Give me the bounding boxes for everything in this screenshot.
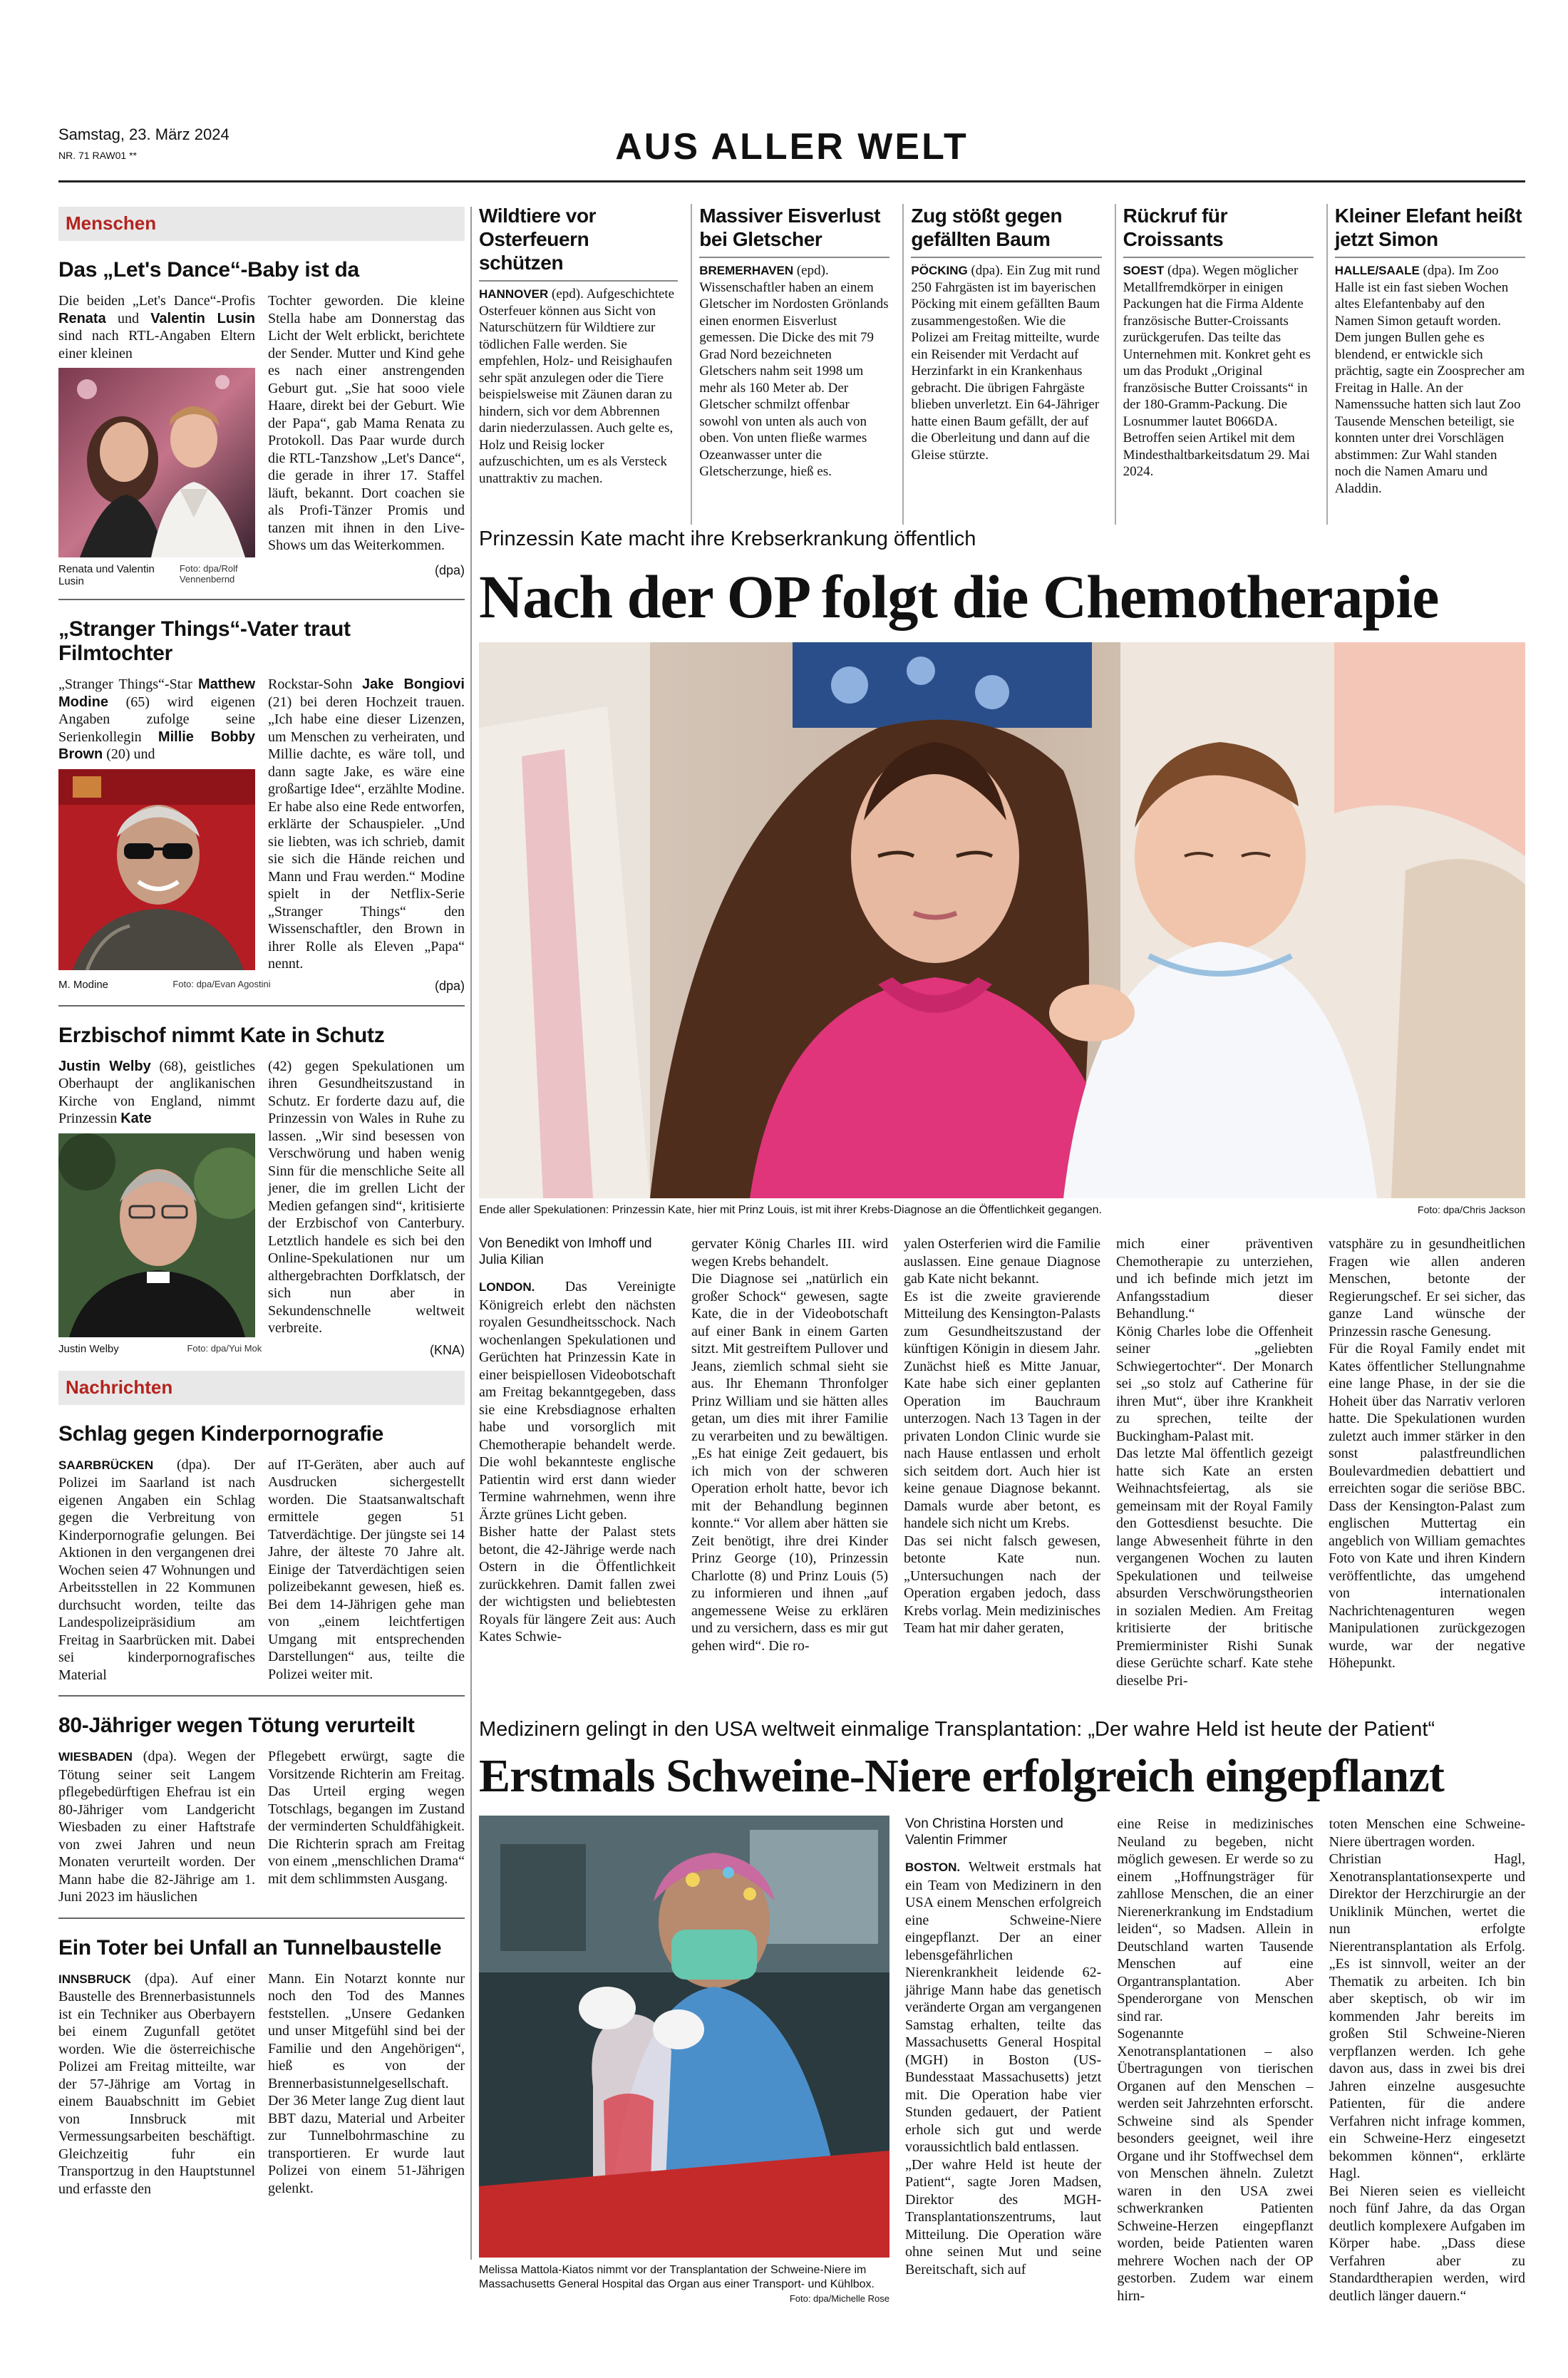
rubric-nachrichten: Nachrichten xyxy=(58,1371,465,1405)
article-text: eine Reise in medizinisches Neuland zu begeben, nicht möglich gewesen. Er werde so zu einem „Hoffnungsträger für zahllose Menschen, die an einer Nierenerkrankung im Endstadium leiden“, so Madsen. Allein in Deutschland warten Tausende Menschen auf eine Organtransplantation. Aber Spenderorgane von Menschen sind rar. Sogenannte Xenotransplantationen – also Übertragungen von tierischen Organen auf den Menschen – werden seit Jahrzehnten erforscht. Schweine sind als Spender besonders geeignet, weil ihre Organe und ihr Stoffwechsel dem von Menschen ähneln. Zuletzt waren in den USA zwei schwerkranken Patienten Schweine-Herzen eingepflanzt worden, beide Patienten waren mehrere Wochen nach der OP gestorben. Zudem war einem hirn- xyxy=(1117,1816,1314,2304)
brief-headline: Kleiner Elefant heißt jetzt Simon xyxy=(1335,204,1525,258)
brief-text: PÖCKING (dpa). Ein Zug mit rund 250 Fahrgästen ist im bayerischen Pöcking mit einem gefällten Baum zusammengestoßen. Wie die Polizei am Freitag mitteilte, wurde ein Reisender mit Verdacht auf Herzinfarkt in ein Krankenhaus gebracht. Die übrigen Fahrgäste blieben unverletzt. Ein 64-Jähriger hatte einen Baum gefällt, der auf die Oberleitung und dann auf die Gleise stürzte. xyxy=(911,263,1100,463)
article-text: (42) gegen Spekulationen um ihren Gesundheitszustand in Schutz. Er forderte dazu auf, die Prinzessin von Wales in Ruhe zu lassen. „Wir sind besessen von Verschwörung und haben wenig Sinn für die menschliche Seite all jener, die im grellen Licht der Medien gefangen sind“, kritisierte der Erzbischof von Canterbury. Letztlich handele es sich bei den Online-Spekulationen nur um althergebrachten Dorfklatsch, der sich nun aber in Sekundenschnelle weltweit verbreite. xyxy=(268,1058,465,1336)
article-text: vatsphäre zu in gesundheitlichen Fragen wie allen anderen Menschen, betonte der Regierungschef. Er sei sicher, das ganze Land wünsche der Prinzessin rasche Genesung. Für die Royal Family endet mit Kates öffentlicher Stellungnahme eine lange Phase, in der sie die Hoheit über das Narrativ verloren hatte. Die Spekulationen wurden zuletzt auch immer stärker in den sonst palastfreundlichen Boulevardmedien debattiert und erreichten sogar die seriöse BBC. Dass der Kensington-Palast zum englischen Muttertag ein angeblich von William gemachtes Foto von Kate und ihren Kindern veröffentlichte, das umgehend von internationalen Nachrichtenagenturen wegen Manipulationen zurückgezogen wurde, war der negative Höhepunkt. xyxy=(1329,1236,1525,1671)
brief-elefant xyxy=(1326,204,1525,525)
article-headline: Schlag gegen Kinderpornografie xyxy=(58,1421,384,1446)
photo-credit: Foto: dpa/Yui Mok xyxy=(187,1342,262,1354)
brief-gletscher xyxy=(691,204,889,525)
photo-modine xyxy=(58,769,255,970)
section-title: AUS ALLER WELT xyxy=(615,126,969,168)
article-kicker: Prinzessin Kate macht ihre Krebserkrankung öffentlich xyxy=(479,527,976,550)
byline: Von Christina Horsten und Valentin Frimmer xyxy=(905,1816,1063,1848)
article-text: Justin Welby (68), geistliches Oberhaupt der anglikanischen Kirche von England, nimmt Prinzessin Kate xyxy=(58,1058,255,1126)
article-headline: Erstmals Schweine-Niere erfolgreich eingepflanzt xyxy=(479,1750,1445,1802)
column-divider xyxy=(470,207,472,2260)
brief-croissants xyxy=(1115,204,1314,525)
brief-zug xyxy=(902,204,1101,525)
brief-text: HALLE/SAALE (dpa). Im Zoo Halle ist ein fast sieben Wochen altes Elefantenbaby auf den Namen Simon getauft worden. Dem jungen Bullen gehe es blendend, er entwickle sich prächtig, sagte ein Zoosprecher am Freitag in Halle. An der Namenssuche hatten sich laut Zoo Tausende Menschen beteiligt, sie konnten unter drei Vorschlägen abstimmen: Zur Wahl standen noch die Namen Amaru und Aladdin. xyxy=(1334,263,1525,496)
article-letsdance xyxy=(58,258,465,600)
photo-credit: Foto: dpa/Rolf Vennenbernd xyxy=(179,563,238,585)
article-text: „Stranger Things“-Star Matthew Modine (65) wird eigenen Angaben zufolge seine Serienkollegin Millie Bobby Brown (20) und xyxy=(58,676,255,762)
article-headline: „Stranger Things“-Vater traut Filmtochter xyxy=(58,617,351,665)
photo-caption: Justin Welby xyxy=(58,1342,119,1355)
article-text: BOSTON. Weltweit erstmals hat ein Team von Medizinern in den USA einem Menschen erfolgreich eine Schweine-Niere eingepflanzt. Der an einer lebensgefährlichen Nierenkrankheit leidende 62-jährige Mann habe das genetisch veränderte Organ am vergangenen Samstag erhalten, teilte das Massachusetts General Hospital (MGH) in Boston (US-Bundesstaat Massachusetts) jetzt mit. Die Operation habe vier Stunden gedauert, der Patient erhole sich gut und werde voraussichtlich bald entlassen. „Der wahre Held ist heute der Patient“, sagte Joren Madsen, Direktor des MGH-Transplantationszentrums, laut Mitteilung. Die Operation wäre ohne seinen Mut und seine Bereitschaft, sich auf xyxy=(905,1859,1102,2277)
brief-headline: Massiver Eisverlust bei Gletscher xyxy=(699,204,889,258)
article-text: yalen Osterferien wird die Familie auslassen. Eine genaue Diagnose gab Kate nicht bekannt. Es ist die zweite gravierende Mitteilung des Kensington-Palasts zum Gesundheitszustand der künftigen Königin in diesem Jahr. Zunächst hieß es Mitte Januar, Kate habe sich einer geplanten Operation im Bauchraum unterzogen. Nach 13 Tagen in der privaten London Clinic wurde sie nach Hause entlassen und erholt sich seitdem dort. Auch hier ist keine genaue Diagnose bekannt. Damals wurde aber betont, es handele sich nicht um Krebs. Das sei nicht falsch gewesen, betonte Kate nun. „Untersuchungen nach der Operation ergaben jedoch, dass Krebs vorlag. Mein medizinisches Team hat mir daher geraten, xyxy=(904,1236,1100,1636)
brief-headline: Zug stößt gegen gefällten Baum xyxy=(911,204,1101,258)
article-headline: Das „Let's Dance“-Baby ist da xyxy=(58,258,359,282)
article-kicker: Medizinern gelingt in den USA weltweit einmalige Transplantation: „Der wahre Held ist heute der Patient“ xyxy=(479,1718,1435,1741)
article-body xyxy=(479,1235,1525,1689)
article-headline: Nach der OP folgt die Chemotherapie xyxy=(479,562,1439,631)
issue-date: Samstag, 23. März 2024 xyxy=(58,125,229,143)
article-text: auf IT-Geräten, aber auch auf Ausdrucken sichergestellt worden. Die Staatsanwaltschaft ermittele gegen 51 Tatverdächtige. Der jüngste sei 14 Jahre, der älteste 70 Jahre alt. Einige der Tatverdächtigen seien polizeibekannt gewesen, hieß es. Bei dem 14-Jährigen gehe man von „einem leichtfertigen Umgang mit entsprechenden Darstellungen“ aus, teilte die Polizei weiter mit. xyxy=(268,1456,465,1682)
article-toetung xyxy=(58,1714,465,1919)
article-kinderpornografie xyxy=(58,1422,465,1697)
edition-code: NR. 71 RAW01 ** xyxy=(58,150,137,161)
photo-caption: Ende aller Spekulationen: Prinzessin Kate, hier mit Prinz Louis, ist mit ihrer Krebs-Diagnose an die Öffentlichkeit gegangen. xyxy=(479,1204,1102,1216)
article-text: LONDON. Das Vereinigte Königreich erlebt den nächsten royalen Gesundheitsschock. Nach wochenlangen Spekulationen und Gerüchten hat Prinzessin Kate in einer beispiellosen Videobotschaft am Freitag bekanntgegeben, dass sie eine Krebsdiagnose erhalten habe und vorsorglich mit Chemotherapie behandelt werde. Die wohl bekannteste englische Patientin wird erst dann wieder Termine wahrnehmen, wenn ihre Ärzte grünes Licht geben. Bisher hatte der Palast stets betont, die 42-Jährige werde nach Ostern in die Öffentlichkeit zurückkehren. Damit fallen zwei der wichtigsten und beliebtesten Royals für längere Zeit aus: Auch Kates Schwie- xyxy=(479,1279,676,1644)
agency-tag: (dpa) xyxy=(434,978,465,993)
photo-credit: Foto: dpa/Michelle Rose xyxy=(789,2293,889,2304)
article-stranger-things xyxy=(58,617,465,1007)
divider xyxy=(58,1005,465,1007)
article-text: INNSBRUCK (dpa). Auf einer Baustelle des Brennerbasistunnels ist ein Techniker aus Oberbayern bei einem Zugunfall getötet worden. Wie die österreichische Polizei am Freitag mitteilte, war der 57-Jährige am Vortag in einem Bauabschnitt im Gebiet von Innsbruck mit Vermessungsarbeiten beschäftigt. Gleichzeitig fuhr ein Transportzug in den Hauptstunnel und erfasste den xyxy=(58,1970,255,2197)
article-kate xyxy=(479,527,1525,1689)
article-text: gervater König Charles III. wird wegen Krebs behandelt. Die Diagnose sei „natürlich ein großer Schock“ gewesen, sagte Kate, die in der Videobotschaft auf einer Bank in einem Garten sitzt. Mit gestreiftem Pullover und Jeans, ziemlich schmal sieht sie aus. Ihr Ehemann Thronfolger Prinz William und sie hätten alles getan, um dies mit ihrer Familie zu verarbeiten und zu bewältigen. „Es hat einige Zeit gedauert, bis ich mich von der schweren Operation erholt hatte, bevor ich mit der Behandlung beginnen konnte.“ Vor allem aber hätten sie Zeit benötigt, ihre drei Kinder Prinz George (10), Prinzessin Charlotte (8) und Prinz Louis (5) zu informieren und ihnen „auf angemessene Weise zu erklären und zu versichern, dass es mir gut gehen wird“. Die ro- xyxy=(691,1236,888,1654)
divider xyxy=(58,1918,465,1919)
brief-wildtiere xyxy=(479,204,678,525)
photo-welby xyxy=(58,1133,255,1337)
news-briefs xyxy=(479,204,1525,525)
divider xyxy=(58,1695,465,1697)
article-text: Tochter geworden. Die kleine Stella habe am Donnerstag das Licht der Welt erblickt, berichtete der Sender. Mutter und Kind gehe es nach einer anstrengenden Geburt gut. „Sie hat sooo viele Haare, direkt bei der Geburt. Wie der Papa“, gab Mama Renata zu Protokoll. Das Paar wurde durch die RTL-Tanzshow „Let's Dance“, die gerade in ihrer 17. Staffel läuft, bekannt. Dort coachen sie als Profi-Tänzer Promis und tanzen mit ihnen in den Live-Shows um das Weiterkommen. xyxy=(268,293,465,553)
article-text: Rockstar-Sohn Jake Bongiovi (21) bei deren Hochzeit trauen. „Ich habe eine dieser Lizenzen, um Menschen zu verheiraten, und Millie dachte, es wäre toll, und dann sagte Jake, es wäre eine großartige Idee“, erzählte Modine. Er habe also eine Rede entworfen, erklärte der Schauspieler. „Und sie liebten, was ich schrieb, damit sie sich die Hände reichen und Mann und Frau werden.“ Modine spielt in der Netflix-Serie „Stranger Things“ den Wissenschaftler, den Brown in ihrer Rolle als Eleven „Papa“ nennt. xyxy=(268,676,465,972)
brief-text: SOEST (dpa). Wegen möglicher Metallfremdkörper in einigen Packungen hat die Firma Aldente französische Butter-Croissants zurückgerufen. Das teilte das Unternehmen mit. Konkret geht es um das Produkt „Original französische Butter Croissants“ in der 180-Gramm-Packung. Die Losnummer lautet B066DA. Betroffen seien Artikel mit dem Mindesthaltbarkeitsdatum 29. Mai 2024. xyxy=(1123,263,1311,479)
photo-caption: Renata und Valentin Lusin xyxy=(58,563,155,587)
byline: Von Benedikt von Imhoff und Julia Kilian xyxy=(479,1236,652,1267)
photo-lusin xyxy=(58,368,255,557)
divider xyxy=(58,599,465,600)
article-erzbischof xyxy=(58,1024,465,1358)
photo-credit: Foto: dpa/Chris Jackson xyxy=(1418,1204,1525,1215)
photo-caption: M. Modine xyxy=(58,978,109,991)
article-text: Pflegebett erwürgt, sagte die Vorsitzende Richterin am Freitag. Das Urteil erging wegen Totschlags, begangen im Zustand der verminderten Schuldfähigkeit. Die Richterin sprach am Freitag von einem „menschlichen Drama“ mit dem schlimmsten Ausgang. xyxy=(268,1749,465,1887)
article-headline: Ein Toter bei Unfall an Tunnelbaustelle xyxy=(58,1935,442,1960)
article-text: Mann. Ein Notarzt konnte nur noch den Tod des Mannes feststellen. „Unsere Gedanken und unser Mitgefühl sind bei der Familie und den Angehörigen“, hieß es von der Brennerbasistunnelgesellschaft. Der 36 Meter lange Zug dient laut BBT dazu, Material und Arbeiter zur Tunnelbohrmaschine zu transportieren. Er wurde laut Polizei von einem 51-Jährigen gelenkt. xyxy=(268,1970,465,2196)
article-text: Die beiden „Let's Dance“-Profis Renata und Valentin Lusin sind nach RTL-Angaben Eltern einer kleinen xyxy=(58,293,256,361)
agency-tag: (dpa) xyxy=(434,563,465,577)
article-text: toten Menschen eine Schweine-Niere übertragen worden. Christian Hagl, Xenotransplantationsexperte und Direktor der Herzchirurgie an der Uniklinik München, wertet die nun erfolgte Nierentransplantation als Erfolg. „Es ist sinnvoll, weiter an der Thematik zu arbeiten. Ich bin aber skeptisch, ob wir im kommenden Jahr bereits im großen Stil Schweine-Nieren verpflanzen werden. Ich gehe davon aus, dass in zwei bis drei Jahren einzelne ausgesuchte Patienten, für die andere Verfahren nicht infrage kommen, ein Schweine-Herz eingesetzt bekommen können“, erklärte Hagl. Bei Nieren seien es vielleicht noch fünf Jahre, da das Organ deutlich komplexere Aufgaben im Körper habe. „Dass diese Verfahren aber zu Standardtherapien werden, wird deutlich länger dauern.“ xyxy=(1329,1816,1525,2304)
photo-kate-louis xyxy=(479,642,1525,1198)
brief-text: HANNOVER (epd). Aufgeschichtete Osterfeuer können aus Sicht von Naturschützern für Wildtiere zur tödlichen Falle werden. Sie empfehlen, Holz- und Reisighaufen sehr spät anzulegen oder die Tiere beispielsweise mit Zäunen daran zu hindern, sich vor dem Abbrennen darin niederzulassen. Auch gelte es, Holz und Reisig locker aufzuschichten, um es als Versteck unattraktiv zu machen. xyxy=(479,287,675,486)
photo-credit: Foto: dpa/Evan Agostini xyxy=(172,978,271,989)
article-headline: Erzbischof nimmt Kate in Schutz xyxy=(58,1023,385,1047)
brief-headline: Rückruf für Croissants xyxy=(1123,204,1314,258)
left-column xyxy=(58,207,465,2198)
masthead xyxy=(58,121,1525,182)
article-text: WIESBADEN (dpa). Wegen der Tötung seiner seit Langem pflegebedürftigen Ehefrau ist ein 80-Jähriger vom Landgericht Wiesbaden zu einer Haftstrafe von zwei Jahren und neun Monaten verurteilt worden. Der Mann habe die 82-Jährige am 1. Juni 2023 im häuslichen xyxy=(58,1749,255,1905)
article-tunnelbaustelle xyxy=(58,1936,465,2198)
photo-transplant xyxy=(479,1816,889,2258)
agency-tag: (KNA) xyxy=(429,1342,465,1357)
rubric-menschen: Menschen xyxy=(58,207,465,241)
article-schweineniere xyxy=(479,1718,1525,2305)
brief-text: BREMERHAVEN (epd). Wissenschaftler haben an einem Gletscher im Nordosten Grönlands einen enormen Eisverlust gemessen. Die Dicke des mit 79 Grad Nord bezeichneten Gletschers nahm seit 1998 um mehr als 160 Meter ab. Der Gletscher schmilzt offenbar sowohl von unten als auch von oben. Von unten fließe warmes Ozeanwasser unter die Gletscherzunge, hieß es. xyxy=(699,263,889,479)
photo-caption: Melissa Mattola-Kiatos nimmt vor der Transplantation der Schweine-Niere im Massachusetts General Hospital das Organ aus einer Transport- und Kühlbox. xyxy=(479,2264,875,2290)
article-headline: 80-Jähriger wegen Tötung verurteilt xyxy=(58,1714,415,1737)
brief-headline: Wildtiere vor Osterfeuern schützen xyxy=(479,204,678,282)
article-text: SAARBRÜCKEN (dpa). Der Polizei im Saarland ist nach eigenen Angaben ein Schlag gegen die Verbreitung von Kinderpornografie gelungen. Bei Aktionen in den vergangenen drei Wochen seien 47 Wohnungen und Arbeitsstellen in 22 Kommunen durchsucht worden, teilte das Landespolizeipräsidium am Freitag in Saarbrücken mit. Dabei sei kinderpornografisches Material xyxy=(58,1456,255,1683)
article-text: mich einer präventiven Chemotherapie zu unterziehen, und ich befinde mich jetzt im Anfangsstadium dieser Behandlung.“ König Charles lobe die Offenheit seiner „geliebten Schwiegertochter“. Der Monarch sei „so stolz auf Catherine für ihren Mut“, über ihre Krankheit zu sprechen, teilte der Buckingham-Palast mit. Das letzte Mal öffentlich gezeigt hatte sich Kate an ersten Weihnachtsfeiertag, als sie gemeinsam mit der Royal Family den Gottesdienst besuchte. Die lange Abwesenheit führte in den vergangenen Wochen zu lauten Spekulationen und teilweise absurden Verschwörungstheorien in sozialen Medien. Am Freitag kritisierte der britische Premierminister Rishi Sunak diese Gerüchte scharf. Kate stehe dieselbe Pri- xyxy=(1116,1236,1313,1689)
